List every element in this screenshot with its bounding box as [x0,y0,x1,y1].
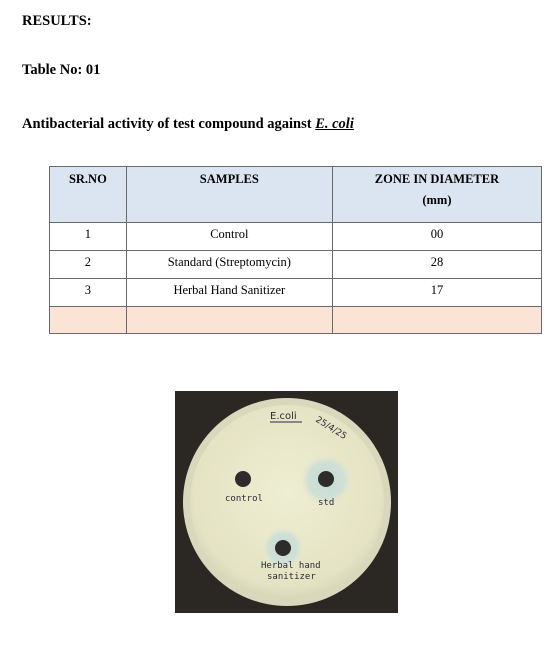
cell-empty [332,307,541,334]
table-empty-row [50,307,542,334]
cell-sr: 1 [50,223,127,251]
label-herbal-line2: sanitizer [267,572,316,582]
cell-zone: 28 [332,251,541,279]
header-zone-diameter: ZONE IN DIAMETER (mm) [332,167,541,223]
caption-organism: E. coli [315,116,354,132]
cell-sr: 3 [50,279,127,307]
petri-dish-photo [175,391,398,613]
table-caption [22,116,354,133]
well-control [235,471,251,487]
cell-sr: 2 [50,251,127,279]
petri-dish-illustration [175,391,398,613]
header-samples: SAMPLES [126,167,332,223]
well-std [318,471,334,487]
table-row [50,279,542,307]
caption-text: Antibacterial activity of test compound against [22,116,316,132]
table-header-row [50,167,542,223]
label-herbal-line1: Herbal hand [261,561,321,571]
header-sr-no: SR.NO [50,167,127,223]
cell-sample: Control [126,223,332,251]
cell-sample: Standard (Streptomycin) [126,251,332,279]
table-row [50,223,542,251]
results-table [49,166,542,334]
plate-date: 25/4/25 [313,415,349,442]
cell-empty [126,307,332,334]
label-std: std [318,498,335,508]
cell-empty [50,307,127,334]
cell-zone: 17 [332,279,541,307]
label-control: control [225,494,263,504]
table-row [50,251,542,279]
cell-zone: 00 [332,223,541,251]
well-herbal [275,540,291,556]
table-number: Table No: 01 [22,62,101,78]
results-heading: RESULTS: [22,13,92,29]
plate-title: E.coli [270,411,297,422]
cell-sample: Herbal Hand Sanitizer [126,279,332,307]
